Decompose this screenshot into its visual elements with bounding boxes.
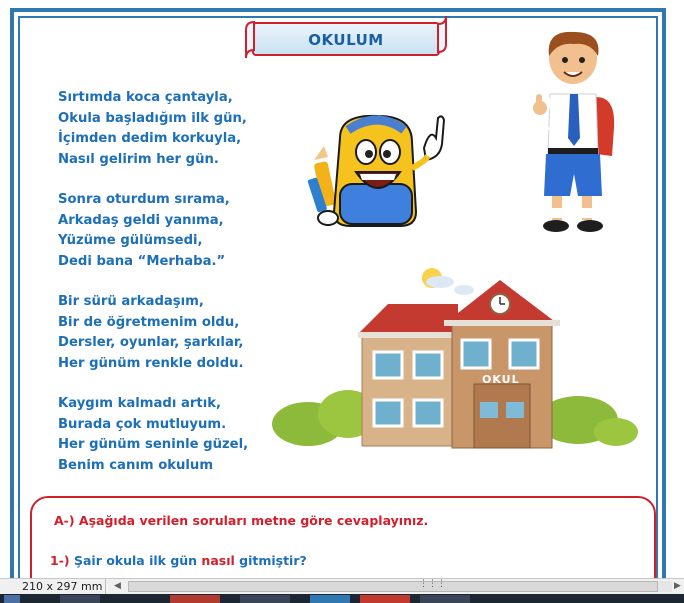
poem-line: Sırtımda koca çantayla,: [58, 90, 233, 105]
stanza: [58, 394, 288, 476]
building-sign: OKUL: [482, 373, 520, 386]
schoolboy-icon: [530, 28, 630, 238]
poem-line: İçimden dedim korkuyla,: [58, 131, 242, 146]
stanza: [58, 292, 288, 374]
taskbar-start-icon[interactable]: [4, 595, 20, 603]
section-title: A-) Aşağıda verilen soruları metne göre cevaplayınız.: [54, 513, 429, 528]
poem-line: Bir de öğretmenim oldu,: [58, 314, 240, 330]
question-text: Şair okula ilk gün: [73, 553, 198, 568]
poem-line: Nasıl gelirim her gün.: [58, 151, 219, 167]
poem-line: Her günüm renkle doldu.: [58, 355, 244, 371]
poem-line: Benim canım okulum: [58, 457, 214, 473]
banner-curl-right-icon: [434, 12, 448, 56]
poem-line: Dedi bana “Merhaba.”: [58, 253, 226, 269]
poem-line: Arkadaş geldi yanıma,: [58, 212, 224, 228]
poem-line: Sonra oturdum sırama,: [58, 192, 230, 207]
poem-line: Burada çok mutluyum.: [58, 416, 227, 432]
school-building-icon: [268, 264, 638, 454]
page-size-indicator[interactable]: 210 x 297 mm: [0, 579, 106, 594]
page-title: OKULUM: [308, 31, 384, 49]
taskbar-app-icon[interactable]: [420, 595, 470, 603]
poem-line: Okula başladığım ilk gün,: [58, 110, 247, 126]
taskbar-app-icon[interactable]: [240, 595, 290, 603]
scroll-left-arrow-icon[interactable]: ◀: [114, 581, 121, 591]
question-highlight: nasıl: [201, 553, 235, 568]
status-bar: [0, 578, 684, 595]
poem-line: Her günüm seninle güzel,: [58, 437, 249, 452]
grip-icon: ⋮⋮⋮: [419, 579, 446, 589]
taskbar-app-icon[interactable]: [60, 595, 100, 603]
banner-curl-left-icon: [244, 18, 258, 62]
taskbar: [0, 594, 684, 603]
poem: [58, 88, 288, 496]
horizontal-scrollbar[interactable]: [128, 581, 672, 592]
backpack-character-icon: [300, 108, 460, 232]
poem-line: Bir sürü arkadaşım,: [58, 294, 204, 309]
question-number: 1-): [50, 553, 70, 568]
stanza: [58, 88, 288, 170]
poem-line: Yüzüme gülümsedi,: [58, 233, 203, 248]
poem-line: Dersler, oyunlar, şarkılar,: [58, 335, 244, 350]
taskbar-app-icon[interactable]: [360, 595, 410, 603]
scroll-right-arrow-icon[interactable]: ▶: [674, 581, 681, 591]
question-text-end: gitmiştir?: [239, 553, 307, 568]
question-1: [50, 553, 307, 568]
title-banner: [252, 22, 440, 56]
taskbar-app-icon[interactable]: [170, 595, 220, 603]
stanza: [58, 190, 288, 272]
taskbar-app-icon[interactable]: [310, 595, 350, 603]
scrollbar-thumb[interactable]: [128, 581, 658, 592]
poem-line: Kaygım kalmadı artık,: [58, 396, 221, 411]
